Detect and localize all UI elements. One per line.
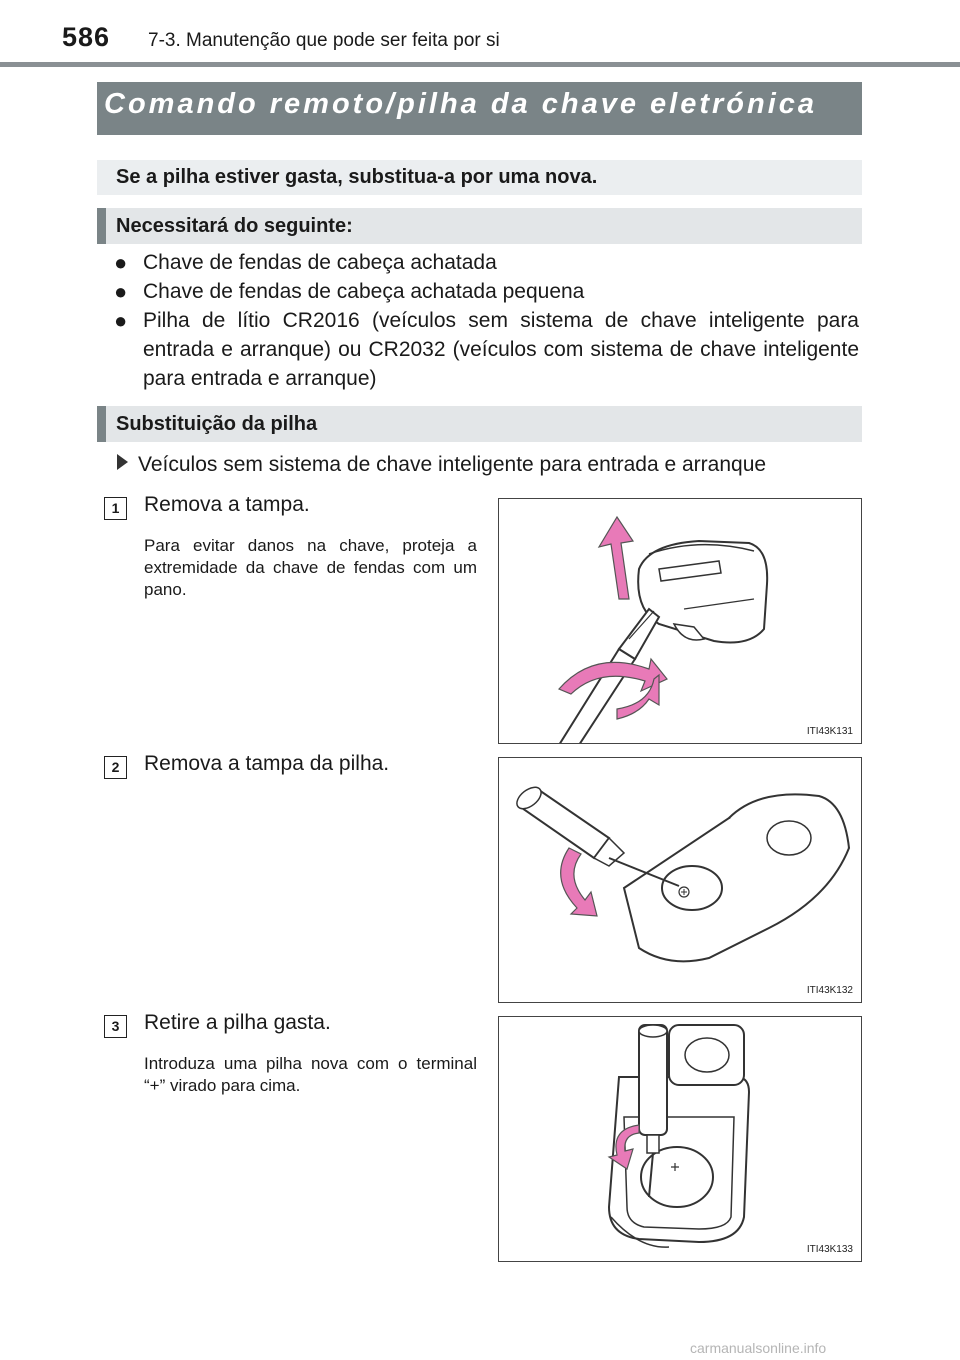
variant-text: Veículos sem sistema de chave inteligente para entrada e arranque xyxy=(138,453,767,476)
page-number: 586 xyxy=(62,22,111,52)
replacement-heading: Substituição da pilha xyxy=(116,413,318,435)
step-note: Introduza uma pilha nova com o terminal “+” virado para cima. xyxy=(144,1054,477,1095)
list-item xyxy=(114,248,859,277)
list-item-text: Pilha de lítio CR2016 (veículos sem sistema de chave inteligente para entrada e arranque) ou CR2032 (veículos com sistema de chave inteligente para entrada e arranque) xyxy=(143,309,859,390)
variant-row xyxy=(117,453,766,477)
step-text: Retire a pilha gasta. xyxy=(144,1011,331,1034)
step-number: 3 xyxy=(104,1015,127,1038)
figure-code: ITI43K132 xyxy=(806,985,853,996)
list-item xyxy=(114,277,859,306)
key-cover-illustration xyxy=(499,499,862,744)
needs-heading: Necessitará do seguinte: xyxy=(116,215,353,237)
battery-cover-illustration xyxy=(499,758,862,1003)
list-item xyxy=(114,306,859,393)
bullet-icon: ● xyxy=(114,308,128,333)
figure-remove-battery xyxy=(498,1016,862,1262)
list-item-text: Chave de fendas de cabeça achatada xyxy=(143,251,497,274)
triangle-right-icon xyxy=(117,454,128,470)
step-note: Para evitar danos na chave, proteja a extremidade da chave de fendas com um pano. xyxy=(144,536,477,599)
step-number: 1 xyxy=(104,497,127,520)
step-number: 2 xyxy=(104,756,127,779)
bullet-icon: ● xyxy=(114,250,128,275)
step-text: Remova a tampa da pilha. xyxy=(144,752,390,775)
figure-code: ITI43K131 xyxy=(806,726,853,737)
battery-removal-illustration xyxy=(499,1017,862,1262)
list-item-text: Chave de fendas de cabeça achatada pequena xyxy=(143,280,585,303)
figure-remove-battery-cover xyxy=(498,757,862,1003)
watermark: carmanualsonline.info xyxy=(690,1340,827,1356)
figure-code: ITI43K133 xyxy=(806,1244,853,1255)
step-text: Remova a tampa. xyxy=(144,493,310,516)
figure-remove-cover xyxy=(498,498,862,744)
bullet-icon: ● xyxy=(114,279,128,304)
header-rule xyxy=(0,62,960,67)
page-title: Comando remoto/pilha da chave eletrónica xyxy=(104,88,818,120)
section-name: 7-3. Manutenção que pode ser feita por si xyxy=(148,30,500,51)
intro-text: Se a pilha estiver gasta, substitua-a por uma nova. xyxy=(116,166,598,188)
